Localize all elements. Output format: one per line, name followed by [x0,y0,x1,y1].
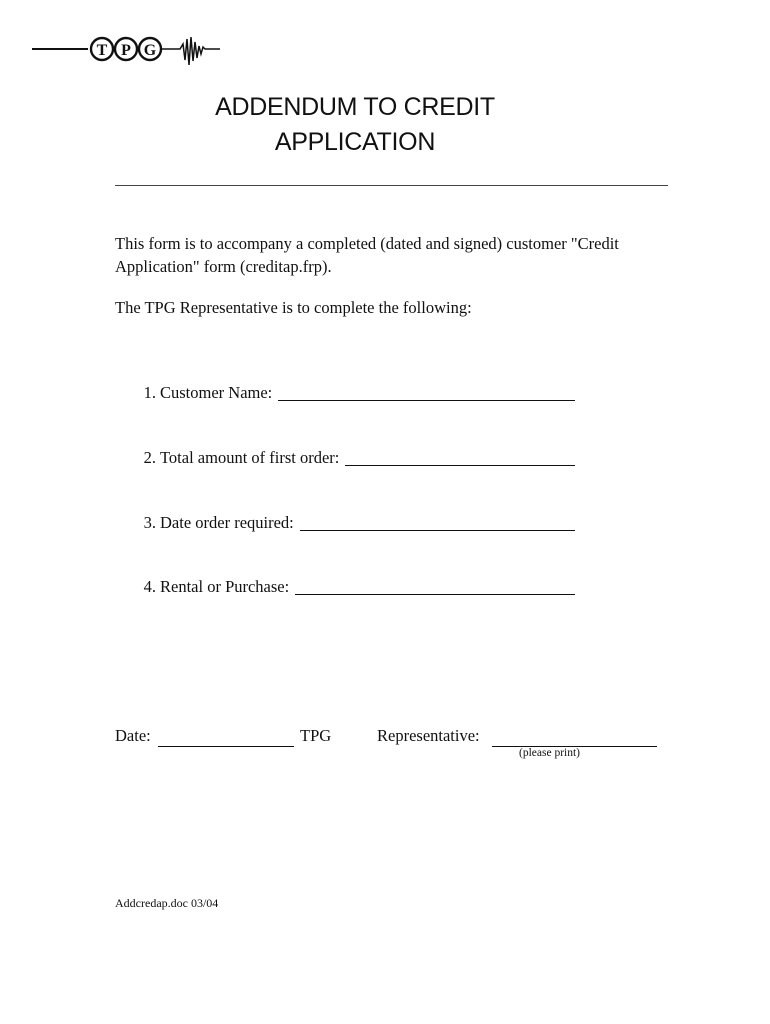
field-rental-purchase [115,574,575,598]
title-divider [115,185,668,186]
total-amount-line[interactable] [345,464,575,466]
total-amount-label: Total amount of first order: [160,448,340,467]
field-date-required [115,510,575,534]
date-required-line[interactable] [300,529,575,531]
date-label: Date: [115,726,151,745]
tpg-label: TPG [300,726,332,745]
customer-name-label: Customer Name: [160,383,273,402]
please-print-note: (please print) [519,747,580,759]
field-customer-name [115,380,575,404]
instruction-paragraph: The TPG Representative is to complete the following: [115,298,472,317]
document-title [170,90,540,160]
date-line[interactable] [158,746,294,747]
document-filename: Addcredap.doc 03/04 [115,896,219,910]
item-number: 1. [143,383,156,402]
representative-label: Representative: [377,726,480,745]
item-number: 4. [143,577,156,596]
logo-letter-g: G [143,42,157,59]
item-number: 3. [143,513,156,532]
field-total-amount [115,445,575,469]
item-number: 2. [143,448,156,467]
date-required-label: Date order required: [160,513,294,532]
rental-purchase-line[interactable] [295,593,575,595]
title-line-1: ADDENDUM TO CREDIT [215,93,495,121]
seismic-wave-icon [161,37,220,65]
intro-paragraph: This form is to accompany a completed (dated and signed) customer "Credit Application" form (creditap.frp). [115,234,619,276]
customer-name-line[interactable] [278,399,575,401]
logo-letter-p: P [121,42,131,59]
tpg-logo [30,32,230,70]
rental-purchase-label: Rental or Purchase: [160,577,290,596]
title-line-2: APPLICATION [274,128,436,156]
logo-letter-t: T [96,42,108,59]
